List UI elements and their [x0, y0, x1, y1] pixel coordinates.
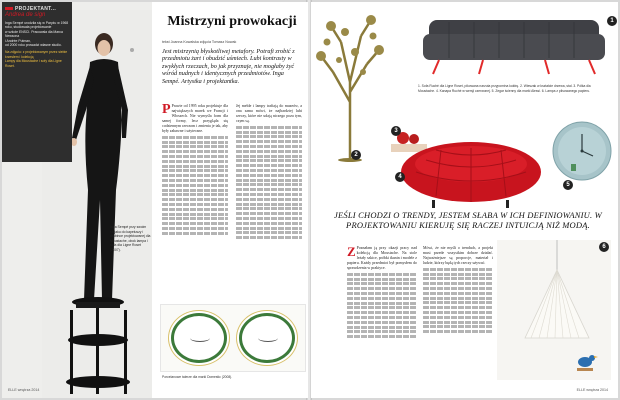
portrait-photo	[2, 2, 152, 398]
section-rubric: PROJEKTANT...	[5, 6, 69, 12]
article-column-1: P Prawie od 1995 roku projektuje dla największych marek we Francji i Włoszech. Nie wymyśla form dla samej formy, lecz przygląda się codziennym rzeczom i zmienia je tak, aby były zabawne i użyteczne.	[162, 104, 228, 237]
plates-photo	[160, 304, 306, 372]
drop-cap: P	[162, 102, 171, 117]
article-title: Mistrzyni prowokacji	[167, 14, 297, 29]
rubric-sidebar	[2, 2, 72, 162]
tree-coat-rack-image	[315, 12, 385, 162]
bio-note-highlight: Na zdjęciu: z projektowanym przez siebie krzesłem i kolekcją Lampy dla Moustache i sofy dla Ligne Roset.	[5, 50, 68, 68]
marker-5: 5	[563, 180, 573, 190]
article-lead: Jest mistrzynią błyskotliwej metafory. Potrafi zrobić z przedmiotu żart i obudzić uśmiech. Lubi kontrasty w zwykłych rzeczach, bo jak przyznaje, nie mogłaby żyć wśród nudnych i identycznych przedmiotów. Inga Sempé. Artystka i projektantka.	[162, 48, 295, 85]
folio-left: ELLE wnętrza 2014	[8, 388, 40, 392]
paper-lamp-image	[497, 240, 611, 380]
paper-lamp-photo	[497, 240, 611, 380]
article-column-2: Jej meble i lampy trafiają do muzeów, a ona sama mówi, że najbardziej lubi rzeczy, które nie udają niczego poza tym, czym są.	[236, 104, 302, 241]
plate-image	[171, 313, 227, 363]
rubric-marker-icon	[5, 7, 13, 10]
bio-note: Inga Sempé urodziła się w Paryżu w 1968 roku, studiowała projektowanie w szkole ENSCI. Pracowała dla Marca Newsona i Andrée Putman, od 2000 roku prowadzi własne studio.	[5, 21, 69, 48]
pull-quote-headline: JEŚLI CHODZI O TRENDY, JESTEM SŁABA W ICH DEFINIOWANIU. W PROJEKTOWANIU KIERUJĘ SIĘ RACZEJ INTUICJĄ NIŻ MODĄ.	[334, 210, 602, 230]
portrait-caption: Inga Sempé przy swoim stojaku do kapeluszy i drabince projektowanej dla Moustache, obok lampa i sofa dla Ligne Roset (2007).	[110, 225, 151, 252]
right-column-1: Z Poznałam ją przy okazji pracy nad kolekcją dla Moustache. Na stole leżały szkice, próbki tkanin i modele z papieru. Każdy przedmiot był pomysłem do sprawdzenia w praktyce.	[347, 246, 417, 340]
marker-2: 2	[351, 150, 361, 160]
products-caption: 1. Sofa Ruché dla Ligne Roset, pikowana narzuta przypomina kołdrę. 2. Wieszak w kształcie drzewa, stal. 3. Półka dla Moustache. 4. Kanapa Ruché w wersji czerwonej. 5. Zegar ścienny dla marki Alessi. 6. Lampa z plisowanego papieru.	[418, 84, 591, 93]
section-subrubric: Andrea de sign	[5, 12, 46, 18]
plate-image	[239, 313, 295, 363]
right-column-2: Mówi, że nie myśli o trendach, a projekt musi przede wszystkim dobrze działać. Najważniejsze są proporcje, materiał i ludzie, którzy będą tych rzeczy używać.	[423, 246, 493, 335]
wall-clock-image	[551, 120, 613, 182]
marker-3: 3	[391, 126, 401, 136]
folio-right: ELLE wnętrza 2014	[576, 388, 608, 392]
grey-sofa-image	[419, 16, 609, 76]
article-byline: tekst Joanna Kowalska zdjęcia Tomasz Nowak	[162, 40, 237, 44]
marker-4: 4	[395, 172, 405, 182]
marker-1: 1	[607, 16, 617, 26]
red-quilted-sofa-image	[396, 130, 546, 210]
plates-caption: Porcelanowe talerze dla marki Domestic (2008).	[162, 375, 233, 379]
drop-cap: Z	[347, 244, 356, 259]
marker-6: 6	[599, 242, 609, 252]
right-page	[311, 2, 618, 398]
left-page	[2, 2, 308, 398]
